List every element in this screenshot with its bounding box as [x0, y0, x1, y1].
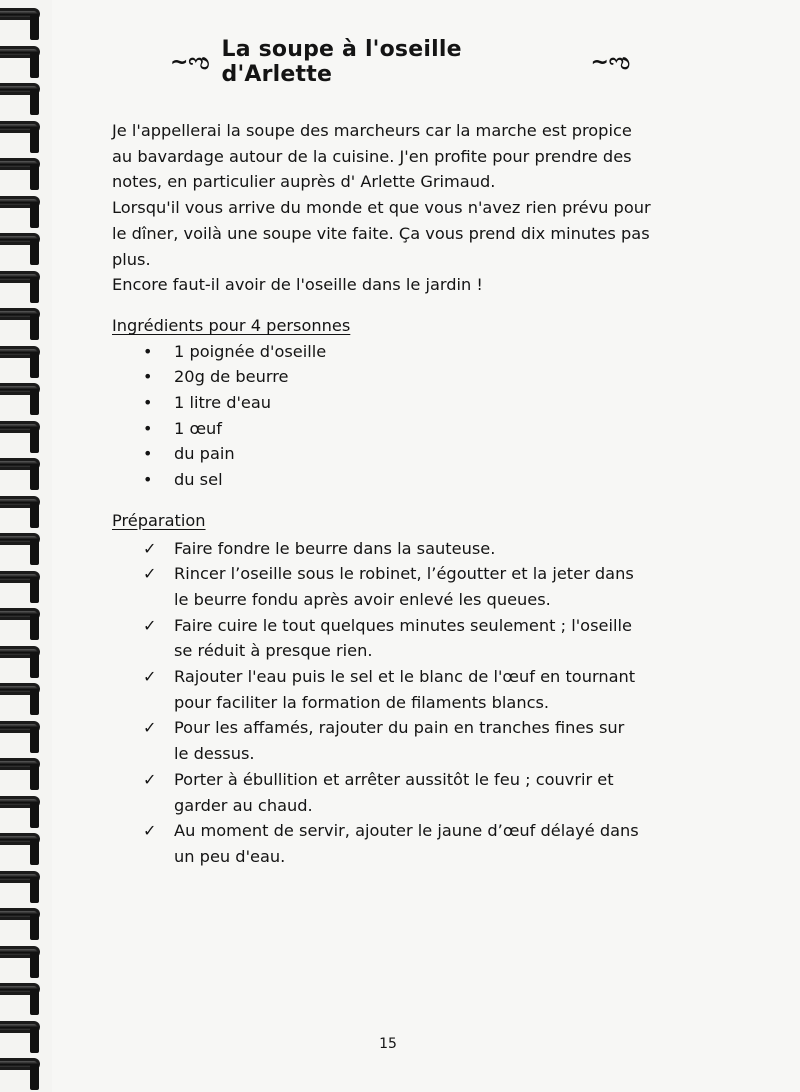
intro-line: Lorsqu'il vous arrive du monde et que vous n'avez rien prévu pour: [112, 198, 651, 218]
binding-ring-icon: [0, 683, 46, 699]
binding-ring-icon: [0, 158, 46, 174]
binding-ring-icon: [0, 983, 46, 999]
binding-ring-icon: [0, 121, 46, 137]
intro-line: au bavardage autour de la cuisine. J'en profite pour prendre des: [112, 146, 632, 166]
intro-line: Encore faut-il avoir de l'oseille dans le jardin !: [112, 275, 483, 295]
step-line: Rincer l’oseille sous le robinet, l’égoutter et la jeter dans: [174, 564, 634, 584]
step-line: le beurre fondu après avoir enlevé les queues.: [174, 589, 551, 609]
binding-ring-icon: [0, 1058, 46, 1074]
flourish-right-icon: ~ಌ: [590, 49, 630, 75]
bullet-icon: •: [143, 444, 153, 464]
list-item: [112, 818, 692, 869]
bullet-icon: •: [143, 418, 153, 438]
intro-line: Je l'appellerai la soupe des marcheurs car la marche est propice: [112, 121, 632, 140]
ingredient-text: du sel: [174, 470, 223, 490]
step-line: pour faciliter la formation de filaments blancs.: [174, 692, 550, 712]
list-item: [112, 467, 692, 493]
list-item: [112, 390, 692, 416]
bullet-icon: •: [143, 470, 153, 490]
list-item: [112, 416, 692, 442]
ingredient-text: 1 poignée d'oseille: [174, 341, 327, 361]
preparation-steps: [112, 536, 692, 870]
ingredients-list: [112, 339, 692, 493]
binding-ring-icon: [0, 908, 46, 924]
list-item: [112, 364, 692, 390]
binding-ring-icon: [0, 271, 46, 287]
binding-ring-icon: [0, 383, 46, 399]
checkmark-icon: ✓: [143, 615, 157, 635]
list-item: [112, 561, 692, 612]
step-line: se réduit à presque rien.: [174, 641, 373, 661]
ingredient-text: 1 litre d'eau: [174, 393, 272, 413]
checkmark-icon: ✓: [143, 538, 157, 558]
preparation-heading: Préparation: [112, 510, 206, 530]
binding-ring-icon: [0, 608, 46, 624]
step-line: un peu d'eau.: [174, 846, 286, 866]
binding-ring-icon: [0, 833, 46, 849]
checkmark-icon: ✓: [143, 769, 157, 789]
checkmark-icon: ✓: [143, 667, 157, 687]
binding-ring-icon: [0, 721, 46, 737]
checkmark-icon: ✓: [143, 564, 157, 584]
title-row: [170, 37, 630, 87]
list-item: [112, 339, 692, 365]
binding-ring-icon: [0, 758, 46, 774]
step-line: Porter à ébullition et arrêter aussitôt le feu ; couvrir et: [174, 769, 614, 789]
flourish-left-icon: ~ಌ: [170, 49, 210, 75]
binding-ring-icon: [0, 83, 46, 99]
step-line: Rajouter l'eau puis le sel et le blanc de l'œuf en tournant: [174, 667, 636, 687]
spiral-binding: [0, 0, 60, 1092]
ingredients-heading: Ingrédients pour 4 personnes: [112, 315, 351, 335]
binding-ring-icon: [0, 946, 46, 962]
intro-line: notes, en particulier auprès d' Arlette Grimaud.: [112, 172, 496, 192]
step-line: Faire cuire le tout quelques minutes seulement ; l'oseille: [174, 615, 632, 635]
list-item: [112, 441, 692, 467]
binding-ring-icon: [0, 458, 46, 474]
list-item: [112, 664, 692, 715]
list-item: [112, 767, 692, 818]
step-line: Au moment de servir, ajouter le jaune d’œuf délayé dans: [174, 821, 639, 841]
binding-ring-icon: [0, 571, 46, 587]
bullet-icon: •: [143, 367, 153, 387]
page-title: La soupe à l'oseille d'Arlette: [221, 37, 462, 87]
checkmark-icon: ✓: [143, 821, 157, 841]
binding-ring-icon: [0, 796, 46, 812]
binding-ring-icon: [0, 533, 46, 549]
step-line: garder au chaud.: [174, 795, 313, 815]
ingredient-text: 20g de beurre: [174, 367, 289, 387]
intro-text: [112, 118, 692, 298]
step-line: le dessus.: [174, 744, 255, 764]
list-item: [112, 613, 692, 664]
binding-ring-icon: [0, 196, 46, 212]
bullet-icon: •: [143, 341, 153, 361]
binding-ring-icon: [0, 8, 46, 24]
step-line: Faire fondre le beurre dans la sauteuse.: [174, 538, 496, 558]
step-line: Pour les affamés, rajouter du pain en tranches fines sur: [174, 718, 625, 738]
binding-ring-icon: [0, 871, 46, 887]
recipe-body: [112, 118, 692, 870]
binding-ring-icon: [0, 233, 46, 249]
binding-ring-icon: [0, 496, 46, 512]
checkmark-icon: ✓: [143, 718, 157, 738]
list-item: [112, 536, 692, 562]
page-number: 15: [379, 1036, 397, 1052]
binding-ring-icon: [0, 421, 46, 437]
ingredient-text: du pain: [174, 444, 235, 464]
bullet-icon: •: [143, 393, 153, 413]
binding-ring-icon: [0, 1021, 46, 1037]
binding-ring-icon: [0, 646, 46, 662]
binding-ring-icon: [0, 346, 46, 362]
binding-ring-icon: [0, 46, 46, 62]
intro-line: plus.: [112, 249, 151, 269]
binding-ring-icon: [0, 308, 46, 324]
list-item: [112, 715, 692, 766]
ingredient-text: 1 œuf: [174, 418, 222, 438]
intro-line: le dîner, voilà une soupe vite faite. Ça vous prend dix minutes pas: [112, 223, 650, 243]
